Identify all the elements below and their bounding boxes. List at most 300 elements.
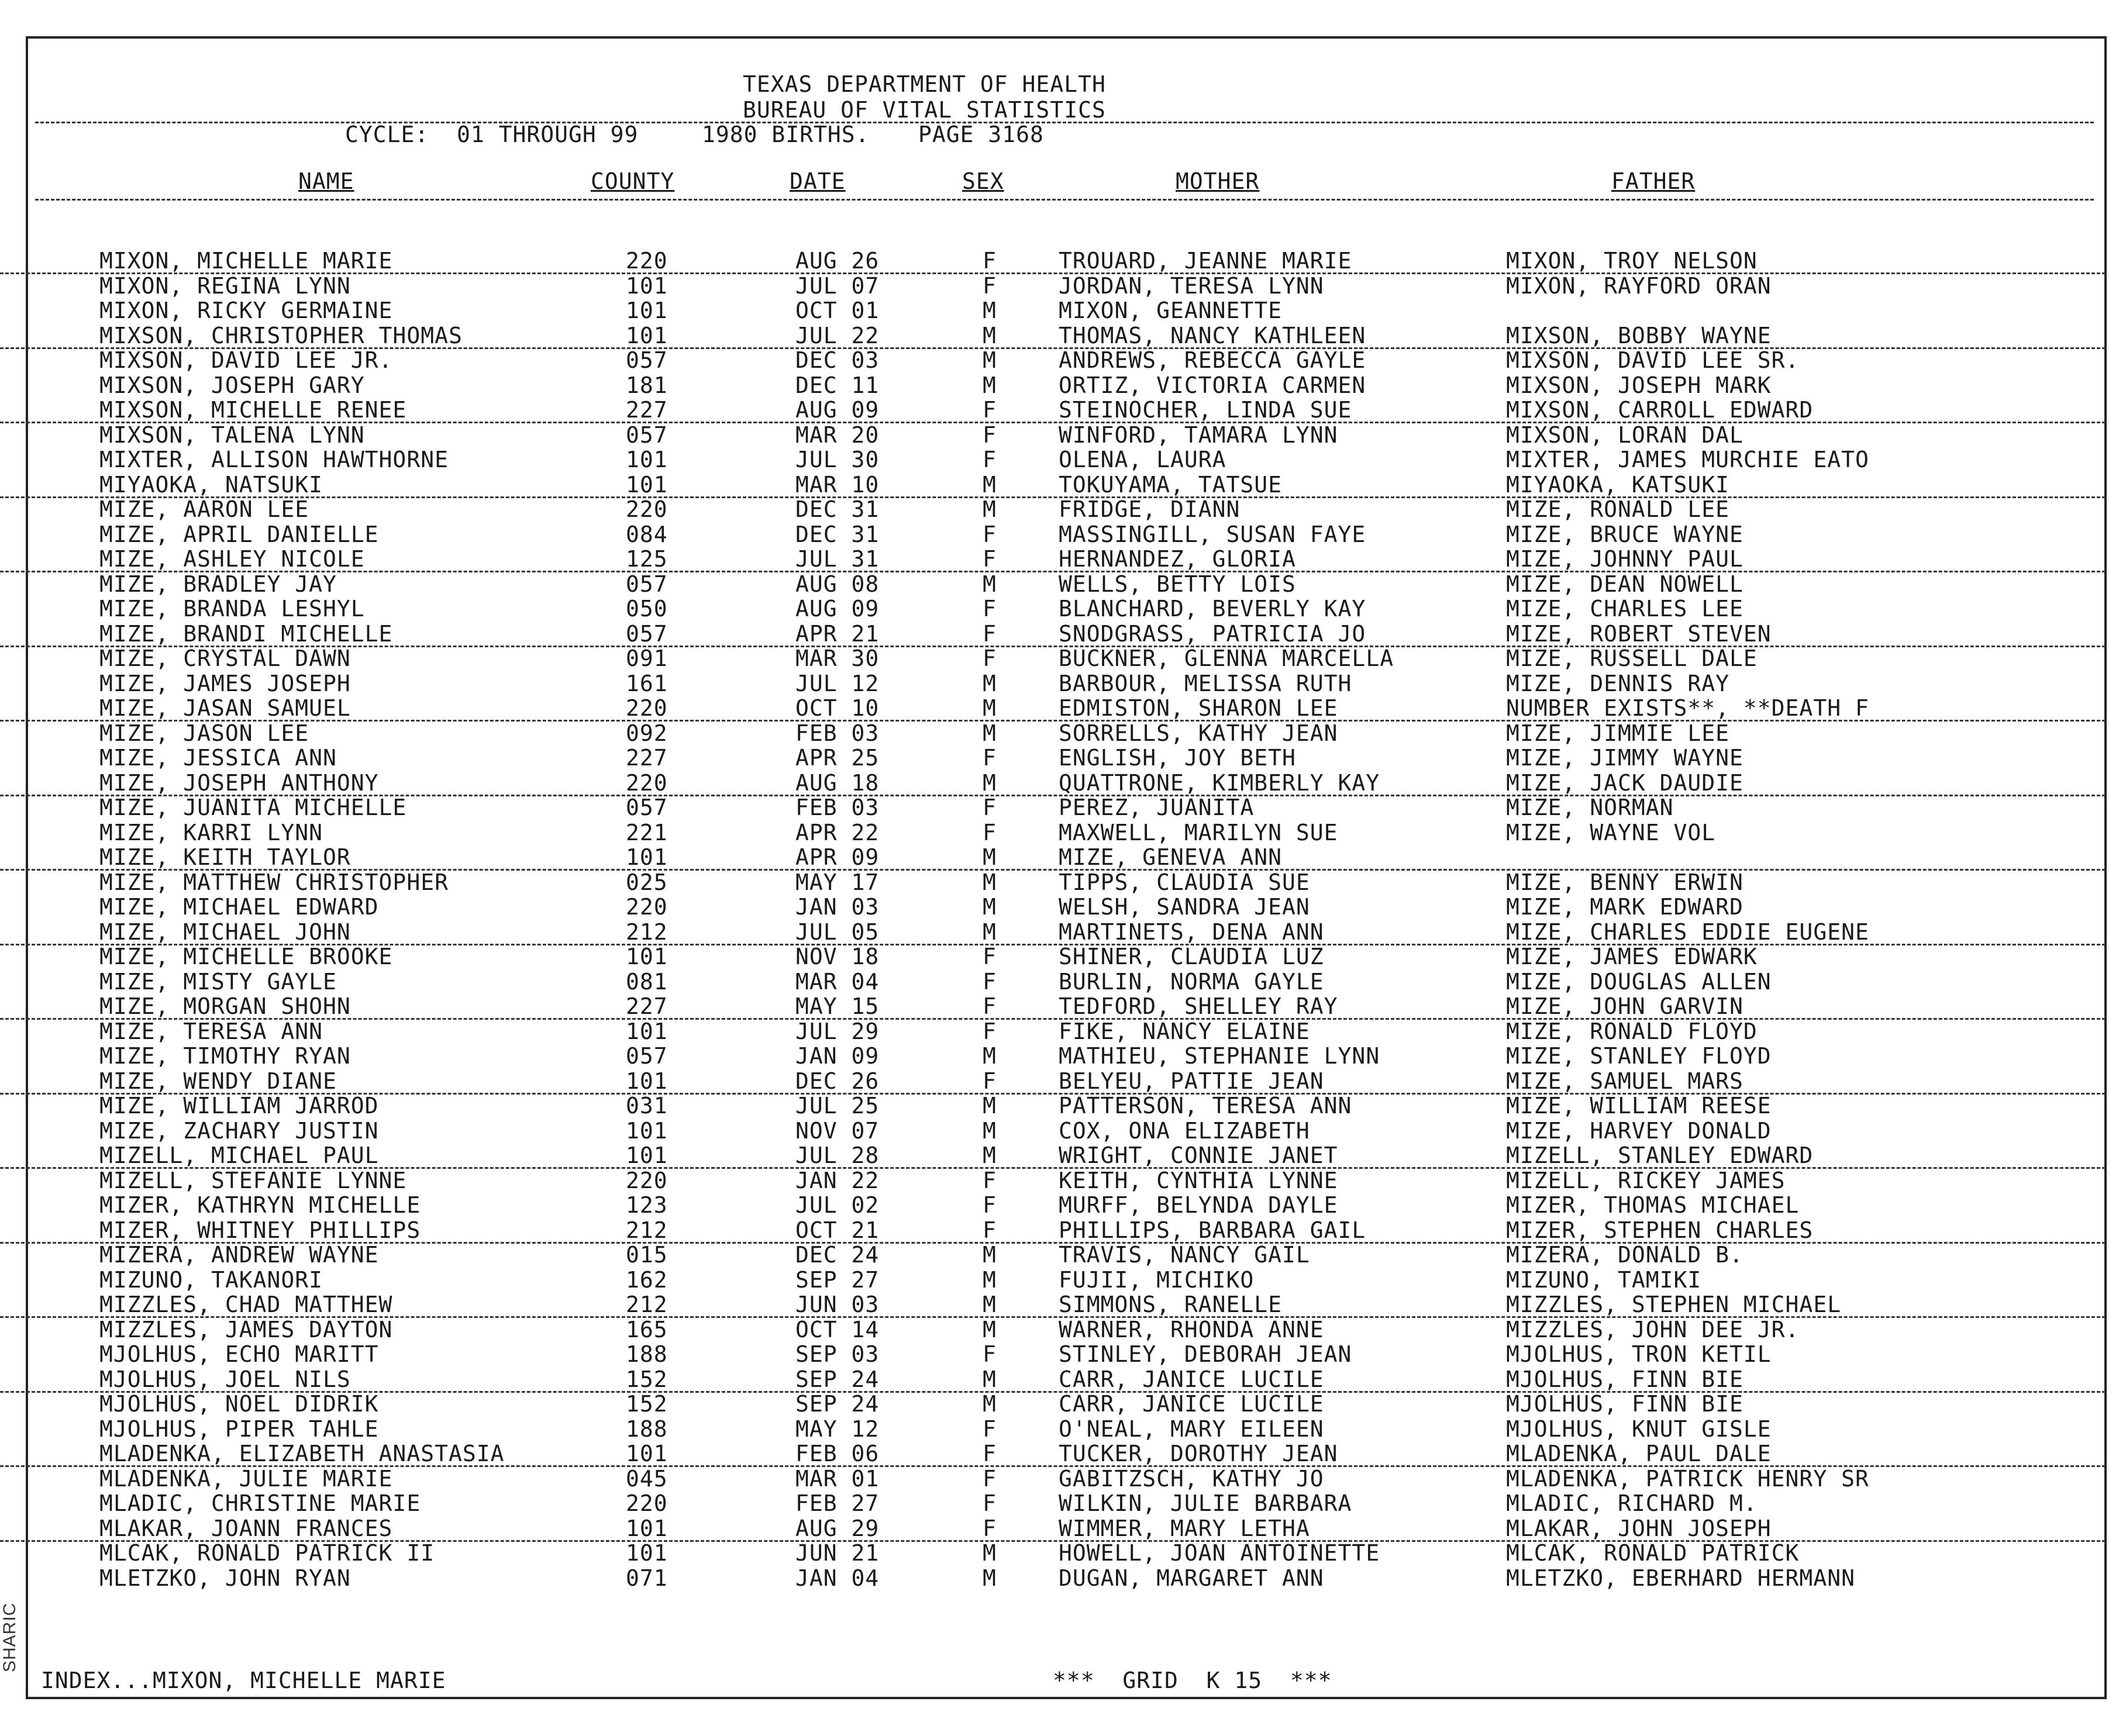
cell-sex: M [983,571,997,597]
cell-father: MIXSON, JOSEPH MARK [1506,372,1772,398]
cell-mother: OLENA, LAURA [1059,447,1226,472]
cell-county: 101 [626,1117,668,1144]
cell-name: MIZE, JOSEPH ANTHONY [99,769,379,796]
cell-mother: TIPPS, CLAUDIA SUE [1059,869,1310,895]
cell-sex: M [983,769,997,796]
cell-county: 220 [626,1490,668,1516]
cell-name: MIXSON, DAVID LEE JR. [99,347,393,373]
cell-mother: PEREZ, JUANITA [1059,795,1255,820]
cell-sex: F [983,620,997,647]
header-rule [35,122,2094,123]
table-row [0,496,2106,521]
cell-name: MIZE, CRYSTAL DAWN [99,646,351,671]
cell-mother: WILKIN, JULIE BARBARA [1059,1490,1352,1516]
cell-mother: MARTINETS, DENA ANN [1059,919,1324,945]
table-row [0,522,2106,546]
cell-sex: M [983,1093,997,1119]
cell-father: MJOLHUS, TRON KETIL [1506,1341,1772,1367]
cell-mother: MIZE, GENEVA ANN [1059,844,1283,870]
table-row [0,621,2106,647]
cell-sex: M [983,1540,997,1566]
cell-sex: F [983,422,997,448]
cell-sex: F [983,1465,997,1492]
header-year: 1980 BIRTHS. [702,122,870,147]
table-row [0,1540,2106,1565]
cell-county: 031 [626,1093,668,1119]
cell-mother: TEDFORD, SHELLEY RAY [1059,993,1338,1019]
cell-date: AUG 29 [795,1515,880,1541]
table-row [0,844,2106,871]
cell-sex: F [983,397,997,423]
column-header-date: DATE [790,168,846,194]
cell-name: MIYAOKA, NATSUKI [99,471,323,498]
table-row [0,720,2106,745]
table-row [0,1516,2106,1542]
cell-county: 161 [626,670,668,696]
cell-date: MAR 30 [795,646,880,671]
cell-date: NOV 07 [795,1117,880,1144]
cell-father: MIZE, JIMMIE LEE [1506,720,1730,746]
cell-county: 071 [626,1565,668,1591]
cell-county: 220 [626,894,668,920]
cell-father: MLETZKO, EBERHARD HERMANN [1506,1565,1855,1591]
cell-county: 220 [626,769,668,796]
cell-father: MIXON, RAYFORD ORAN [1506,272,1772,299]
cell-father: MLADIC, RICHARD M. [1506,1490,1758,1516]
table-row [0,795,2106,819]
cell-date: DEC 31 [795,496,880,522]
cell-mother: STEINOCHER, LINDA SUE [1059,397,1352,423]
cell-county: 212 [626,1217,668,1243]
cell-mother: SNODGRASS, PATRICIA JO [1059,620,1366,647]
cell-county: 084 [626,521,668,547]
cell-name: MIZELL, STEFANIE LYNNE [99,1167,407,1193]
cell-date: MAY 12 [795,1416,880,1442]
table-row [0,397,2106,423]
cell-father: MIZE, JOHN GARVIN [1506,993,1743,1019]
cell-sex: F [983,596,997,622]
cell-name: MIZE, JUANITA MICHELLE [99,795,407,820]
cell-father: MIZE, WILLIAM REESE [1506,1093,1772,1119]
cell-date: JUL 30 [795,447,880,472]
cell-father: MIZER, STEPHEN CHARLES [1506,1217,1814,1243]
table-row [0,1043,2106,1068]
cell-name: MLADENKA, JULIE MARIE [99,1465,393,1492]
cell-mother: BUCKNER, GLENNA MARCELLA [1059,646,1394,671]
table-row [0,1192,2106,1217]
table-row [0,993,2106,1020]
cell-date: APR 25 [795,745,880,771]
cell-county: 091 [626,646,668,671]
cell-sex: M [983,869,997,895]
cell-name: MIZE, WILLIAM JARROD [99,1093,379,1119]
cell-date: AUG 09 [795,397,880,423]
cell-father: MIZELL, STANLEY EDWARD [1506,1143,1814,1168]
cell-mother: SORRELLS, KATHY JEAN [1059,720,1338,746]
cell-name: MIXSON, CHRISTOPHER THOMAS [99,322,463,348]
footer-grid: *** GRID K 15 *** [1053,1668,1332,1693]
cell-father: MIZE, MARK EDWARD [1506,894,1743,920]
cell-father: MJOLHUS, FINN BIE [1506,1391,1743,1417]
cell-county: 015 [626,1242,668,1268]
cell-sex: F [983,646,997,671]
cell-mother: QUATTRONE, KIMBERLY KAY [1059,769,1380,796]
cell-mother: BLANCHARD, BEVERLY KAY [1059,596,1366,622]
cell-name: MIZE, MICHELLE BROOKE [99,944,393,969]
cell-county: 101 [626,471,668,498]
cell-father: MIZE, SAMUEL MARS [1506,1068,1743,1094]
cell-sex: F [983,1441,997,1466]
cell-mother: PATTERSON, TERESA ANN [1059,1093,1352,1119]
table-row [0,1118,2106,1143]
cell-mother: TUCKER, DOROTHY JEAN [1059,1441,1338,1466]
cell-mother: MURFF, BELYNDA DAYLE [1059,1192,1338,1218]
table-row [0,571,2106,596]
cell-mother: WELLS, BETTY LOIS [1059,571,1296,597]
cell-name: MIZE, MATTHEW CHRISTOPHER [99,869,449,895]
cell-sex: M [983,695,997,721]
cell-name: MLCAK, RONALD PATRICK II [99,1540,435,1566]
cell-date: FEB 03 [795,720,880,746]
header-cycle: CYCLE: 01 THROUGH 99 [345,122,639,147]
cell-date: JUL 31 [795,546,880,572]
cell-county: 188 [626,1416,668,1442]
cell-county: 057 [626,620,668,647]
cell-date: OCT 14 [795,1316,880,1342]
cell-county: 101 [626,322,668,348]
cell-mother: WRIGHT, CONNIE JANET [1059,1143,1338,1168]
cell-mother: O'NEAL, MARY EILEEN [1059,1416,1324,1442]
column-header-county: COUNTY [591,168,675,194]
cell-date: MAY 17 [795,869,880,895]
column-header-rule [35,199,2094,201]
cell-county: 152 [626,1391,668,1417]
cell-county: 050 [626,596,668,622]
cell-date: JAN 09 [795,1043,880,1069]
cell-county: 101 [626,1540,668,1566]
cell-name: MIZE, ZACHARY JUSTIN [99,1117,379,1144]
cell-father: MIZE, JAMES EDWARK [1506,944,1758,969]
cell-county: 101 [626,1018,668,1044]
cell-date: APR 21 [795,620,880,647]
cell-father: MIZE, JACK DAUDIE [1506,769,1743,796]
cell-name: MIZE, MORGAN SHOHN [99,993,351,1019]
cell-father: MIXSON, DAVID LEE SR. [1506,347,1800,373]
cell-name: MJOLHUS, JOEL NILS [99,1366,351,1392]
header-page: PAGE 3168 [918,122,1044,147]
cell-sex: F [983,447,997,472]
cell-mother: WELSH, SANDRA JEAN [1059,894,1310,920]
table-row [0,1466,2106,1490]
cell-date: MAR 04 [795,968,880,995]
cell-county: 162 [626,1266,668,1293]
cell-sex: M [983,1266,997,1293]
cell-mother: JORDAN, TERESA LYNN [1059,272,1324,299]
cell-name: MIXON, REGINA LYNN [99,272,351,299]
cell-father: NUMBER EXISTS**, **DEATH F [1506,695,1869,721]
table-row [0,298,2106,322]
cell-county: 081 [626,968,668,995]
cell-name: MIZE, AARON LEE [99,496,309,522]
cell-father: MJOLHUS, KNUT GISLE [1506,1416,1772,1442]
cell-sex: M [983,1292,997,1317]
table-row [0,1217,2106,1244]
table-row [0,1341,2106,1366]
cell-county: 101 [626,1143,668,1168]
cell-name: MIZE, JESSICA ANN [99,745,337,771]
cell-name: MIZELL, MICHAEL PAUL [99,1143,379,1168]
table-row [0,1317,2106,1341]
cell-county: 101 [626,1515,668,1541]
cell-mother: TROUARD, JEANNE MARIE [1059,248,1352,274]
cell-name: MIXTER, ALLISON HAWTHORNE [99,447,449,472]
cell-date: SEP 24 [795,1366,880,1392]
cell-name: MIZE, KEITH TAYLOR [99,844,351,870]
cell-father: MIXSON, CARROLL EDWARD [1506,397,1814,423]
cell-father: MIYAOKA, KATSUKI [1506,471,1730,498]
cell-date: JUL 02 [795,1192,880,1218]
cell-mother: MIXON, GEANNETTE [1059,298,1283,323]
cell-mother: MASSINGILL, SUSAN FAYE [1059,521,1366,547]
cell-father: MIZZLES, STEPHEN MICHAEL [1506,1292,1842,1317]
cell-date: MAR 10 [795,471,880,498]
cell-date: JAN 22 [795,1167,880,1193]
table-row [0,745,2106,769]
cell-date: SEP 27 [795,1266,880,1293]
cell-county: 220 [626,248,668,274]
cell-father: MLCAK, RONALD PATRICK [1506,1540,1800,1566]
cell-date: OCT 01 [795,298,880,323]
table-row [0,1366,2106,1393]
cell-father: MIZE, WAYNE VOL [1506,819,1716,845]
cell-date: DEC 26 [795,1068,880,1094]
cell-mother: PHILLIPS, BARBARA GAIL [1059,1217,1366,1243]
cell-county: 227 [626,397,668,423]
cell-date: DEC 03 [795,347,880,373]
cell-father: MIZE, CHARLES EDDIE EUGENE [1506,919,1869,945]
cell-sex: F [983,993,997,1019]
cell-sex: M [983,322,997,348]
cell-father: MIZE, JIMMY WAYNE [1506,745,1743,771]
table-row [0,596,2106,620]
cell-name: MIZE, JAMES JOSEPH [99,670,351,696]
cell-name: MIZE, ASHLEY NICOLE [99,546,365,572]
cell-date: AUG 26 [795,248,880,274]
cell-name: MLADENKA, ELIZABETH ANASTASIA [99,1441,505,1466]
cell-date: APR 09 [795,844,880,870]
cell-sex: M [983,1143,997,1168]
cell-county: 212 [626,1292,668,1317]
cell-father: MIZE, HARVEY DONALD [1506,1117,1772,1144]
cell-date: JUL 05 [795,919,880,945]
table-row [0,1565,2106,1590]
table-row [0,1093,2106,1117]
cell-date: SEP 24 [795,1391,880,1417]
table-row [0,695,2106,722]
cell-mother: DUGAN, MARGARET ANN [1059,1565,1324,1591]
cell-father: MLAKAR, JOHN JOSEPH [1506,1515,1772,1541]
cell-father: MIXSON, BOBBY WAYNE [1506,322,1772,348]
cell-mother: BELYEU, PATTIE JEAN [1059,1068,1324,1094]
cell-father: MIZERA, DONALD B. [1506,1242,1743,1268]
cell-sex: M [983,1043,997,1069]
cell-county: 092 [626,720,668,746]
cell-father: MIZE, DEAN NOWELL [1506,571,1743,597]
cell-date: MAR 01 [795,1465,880,1492]
cell-county: 101 [626,1068,668,1094]
cell-county: 045 [626,1465,668,1492]
cell-county: 025 [626,869,668,895]
cell-county: 165 [626,1316,668,1342]
cell-mother: ANDREWS, REBECCA GAYLE [1059,347,1366,373]
cell-county: 057 [626,795,668,820]
cell-name: MIXSON, MICHELLE RENEE [99,397,407,423]
cell-mother: WIMMER, MARY LETHA [1059,1515,1310,1541]
cell-mother: BURLIN, NORMA GAYLE [1059,968,1324,995]
column-header-father: FATHER [1611,168,1696,194]
cell-name: MJOLHUS, NOEL DIDRIK [99,1391,379,1417]
cell-name: MIXSON, TALENA LYNN [99,422,365,448]
cell-date: AUG 08 [795,571,880,597]
table-row [0,1267,2106,1292]
cell-sex: M [983,298,997,323]
cell-date: JUL 28 [795,1143,880,1168]
cell-mother: COX, ONA ELIZABETH [1059,1117,1310,1144]
table-row [0,347,2106,372]
cell-name: MLADIC, CHRISTINE MARIE [99,1490,421,1516]
cell-date: APR 22 [795,819,880,845]
cell-sex: F [983,521,997,547]
cell-date: OCT 10 [795,695,880,721]
cell-father: MIZUNO, TAMIKI [1506,1266,1702,1293]
cell-mother: TOKUYAMA, TATSUE [1059,471,1283,498]
table-row [0,894,2106,919]
cell-mother: STINLEY, DEBORAH JEAN [1059,1341,1352,1367]
cell-sex: M [983,347,997,373]
cell-mother: BARBOUR, MELISSA RUTH [1059,670,1352,696]
cell-sex: F [983,248,997,274]
cell-name: MIZE, JASON LEE [99,720,309,746]
cell-father: MIZE, RONALD LEE [1506,496,1730,522]
cell-sex: F [983,745,997,771]
cell-date: FEB 03 [795,795,880,820]
cell-date: JUN 03 [795,1292,880,1317]
table-row [0,372,2106,397]
cell-date: FEB 06 [795,1441,880,1466]
cell-date: JUL 29 [795,1018,880,1044]
cell-mother: HOWELL, JOAN ANTOINETTE [1059,1540,1380,1566]
cell-sex: F [983,819,997,845]
cell-date: JUL 25 [795,1093,880,1119]
cell-date: AUG 09 [795,596,880,622]
cell-sex: F [983,1515,997,1541]
cell-date: JAN 04 [795,1565,880,1591]
cell-sex: M [983,919,997,945]
cell-sex: M [983,894,997,920]
cell-county: 181 [626,372,668,398]
cell-mother: THOMAS, NANCY KATHLEEN [1059,322,1366,348]
cell-father: MIZE, JOHNNY PAUL [1506,546,1743,572]
cell-father: MIZE, ROBERT STEVEN [1506,620,1772,647]
cell-father: MIZE, RUSSELL DALE [1506,646,1758,671]
cell-date: JAN 03 [795,894,880,920]
cell-father: MIZE, DOUGLAS ALLEN [1506,968,1772,995]
table-row [0,1416,2106,1441]
cell-name: MIZE, MICHAEL JOHN [99,919,351,945]
cell-county: 220 [626,695,668,721]
cell-name: MIZE, BRANDA LESHYL [99,596,365,622]
cell-county: 101 [626,298,668,323]
cell-name: MIXON, RICKY GERMAINE [99,298,393,323]
cell-father: MJOLHUS, FINN BIE [1506,1366,1743,1392]
cell-name: MIXSON, JOSEPH GARY [99,372,365,398]
cell-name: MIZE, MICHAEL EDWARD [99,894,379,920]
cell-name: MLAKAR, JOANN FRANCES [99,1515,393,1541]
cell-father: MIZZLES, JOHN DEE JR. [1506,1316,1800,1342]
cell-county: 101 [626,944,668,969]
header-bureau: BUREAU OF VITAL STATISTICS [743,97,1106,123]
table-row [0,671,2106,695]
cell-date: DEC 11 [795,372,880,398]
cell-mother: TRAVIS, NANCY GAIL [1059,1242,1310,1268]
table-row [0,422,2106,447]
cell-date: MAY 15 [795,993,880,1019]
column-header-sex: SEX [962,168,1004,194]
table-row [0,820,2106,844]
cell-mother: SIMMONS, RANELLE [1059,1292,1283,1317]
cell-county: 101 [626,1441,668,1466]
cell-mother: WINFORD, TAMARA LYNN [1059,422,1338,448]
cell-sex: F [983,968,997,995]
cell-sex: M [983,844,997,870]
cell-father: MIZER, THOMAS MICHAEL [1506,1192,1800,1218]
cell-county: 220 [626,496,668,522]
cell-sex: F [983,1192,997,1218]
cell-date: NOV 18 [795,944,880,969]
cell-father: MIZE, DENNIS RAY [1506,670,1730,696]
cell-county: 057 [626,1043,668,1069]
cell-county: 220 [626,1167,668,1193]
header-department: TEXAS DEPARTMENT OF HEALTH [743,71,1106,97]
cell-county: 123 [626,1192,668,1218]
cell-father: MIXON, TROY NELSON [1506,248,1758,274]
cell-sex: M [983,1391,997,1417]
cell-county: 057 [626,422,668,448]
cell-father: MIZELL, RICKEY JAMES [1506,1167,1786,1193]
cell-mother: CARR, JANICE LUCILE [1059,1366,1324,1392]
cell-sex: M [983,1366,997,1392]
cell-sex: M [983,1242,997,1268]
cell-father: MLADENKA, PAUL DALE [1506,1441,1772,1466]
cell-father: MIZE, STANLEY FLOYD [1506,1043,1772,1069]
cell-father: MIXTER, JAMES MURCHIE EATO [1506,447,1869,472]
table-row [0,770,2106,796]
cell-father: MIZE, NORMAN [1506,795,1674,820]
side-stamp: SHARIC [0,1602,19,1672]
cell-mother: KEITH, CYNTHIA LYNNE [1059,1167,1338,1193]
cell-county: 125 [626,546,668,572]
cell-date: FEB 27 [795,1490,880,1516]
cell-sex: F [983,1341,997,1367]
cell-mother: HERNANDEZ, GLORIA [1059,546,1296,572]
cell-mother: FRIDGE, DIANN [1059,496,1241,522]
cell-county: 221 [626,819,668,845]
column-header-mother: MOTHER [1176,168,1260,194]
table-row [0,1068,2106,1095]
cell-sex: F [983,272,997,299]
cell-sex: F [983,1416,997,1442]
cell-name: MJOLHUS, ECHO MARITT [99,1341,379,1367]
